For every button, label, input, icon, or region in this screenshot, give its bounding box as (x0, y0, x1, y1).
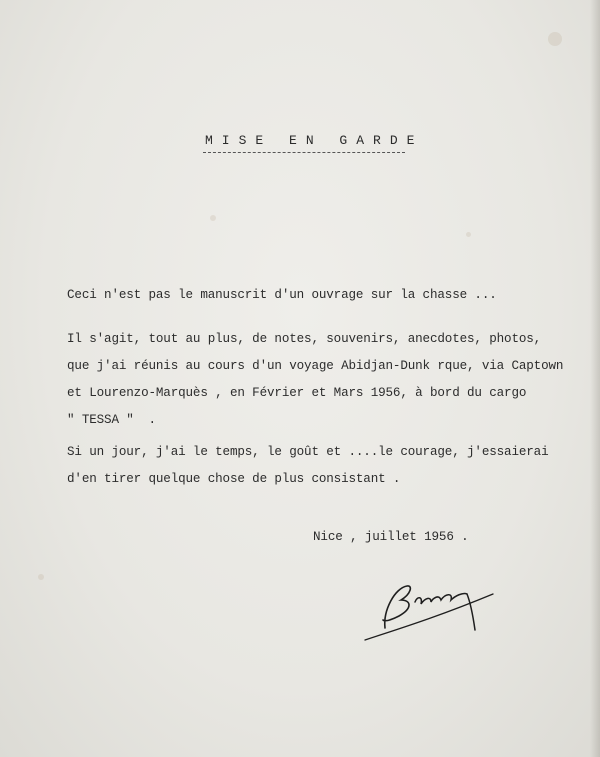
body-line: que j'ai réunis au cours d'un voyage Abidjan-Dunk rque, via Captown (67, 359, 564, 373)
body-line: et Lourenzo-Marquès , en Février et Mars 1956, à bord du cargo (67, 386, 527, 400)
signature-stroke (383, 586, 410, 628)
signature-stroke (415, 593, 467, 604)
paper-stain (210, 215, 216, 221)
body-line: " TESSA " . (67, 413, 156, 427)
body-line: Si un jour, j'ai le temps, le goût et ....le courage, j'essaierai (67, 445, 549, 459)
signature-flourish (365, 594, 493, 640)
body-line: Il s'agit, tout au plus, de notes, souvenirs, anecdotes, photos, (67, 332, 542, 346)
place-date: Nice , juillet 1956 . (313, 530, 469, 544)
paper-edge-shadow (590, 0, 600, 757)
signature-stroke (467, 594, 475, 630)
paper-stain (548, 32, 562, 46)
paper-stain (466, 232, 471, 237)
body-line: d'en tirer quelque chose de plus consistant . (67, 472, 401, 486)
intro-line: Ceci n'est pas le manuscrit d'un ouvrage sur la chasse ... (67, 288, 497, 302)
paper-stain (38, 574, 44, 580)
title-underline (203, 152, 405, 153)
document-title: M I S E E N G A R D E (205, 133, 416, 148)
handwritten-signature (355, 570, 505, 650)
